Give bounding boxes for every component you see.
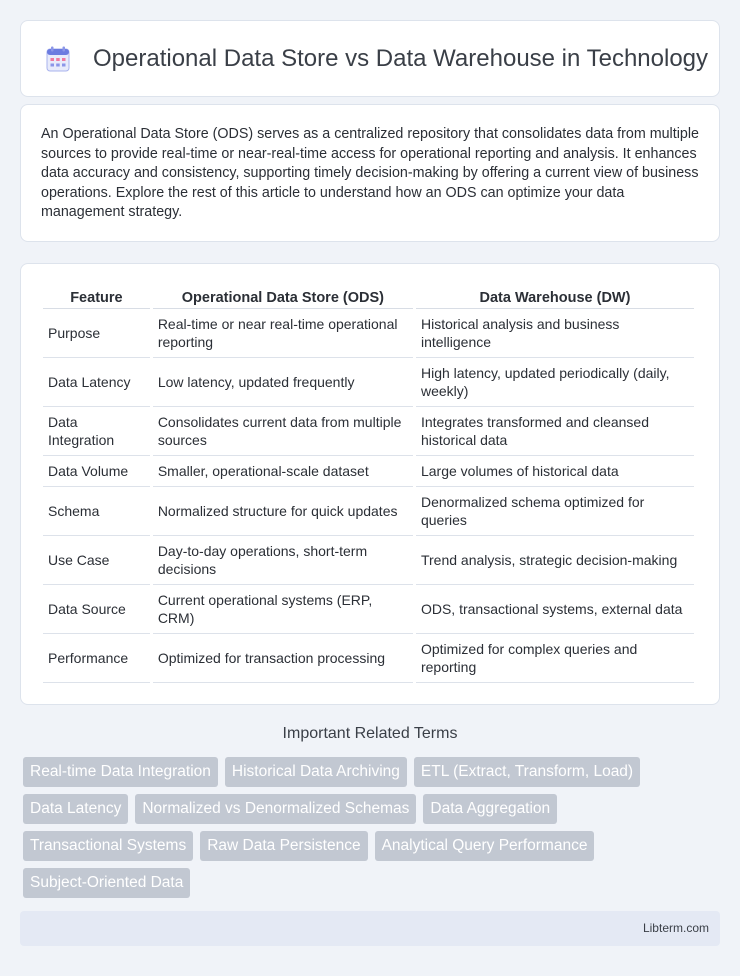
- table-row: [43, 309, 694, 358]
- cell-feature: Data Source: [43, 585, 150, 634]
- cell-dw: High latency, updated periodically (daily, weekly): [416, 358, 694, 407]
- cell-ods: Normalized structure for quick updates: [153, 487, 413, 536]
- cell-dw: Historical analysis and business intelligence: [416, 309, 694, 358]
- cell-feature: Data Integration: [43, 407, 150, 456]
- related-term-tag[interactable]: ETL (Extract, Transform, Load): [414, 757, 640, 787]
- intro-paragraph: An Operational Data Store (ODS) serves as a centralized repository that consolidates data from multiple sources to provide real-time or near-real-time access for operational reporting and analysis. It enhances data accuracy and consistency, supporting timely decision-making by offering a current view of business operations. Explore the rest of this article to understand how an ODS can optimize your data management strategy.: [41, 126, 699, 221]
- table-row: [43, 634, 694, 683]
- footer: [20, 911, 720, 946]
- table-header-row: [43, 284, 694, 309]
- cell-ods: Smaller, operational-scale dataset: [153, 456, 413, 487]
- cell-dw: Optimized for complex queries and reporting: [416, 634, 694, 683]
- header-feature: Feature: [43, 284, 150, 309]
- table-row: [43, 487, 694, 536]
- header-ods: Operational Data Store (ODS): [153, 284, 413, 309]
- related-term-tag[interactable]: Transactional Systems: [23, 831, 193, 861]
- calendar-grid-icon: [45, 46, 71, 72]
- related-term-tag[interactable]: Data Latency: [23, 794, 128, 824]
- table-row: [43, 407, 694, 456]
- related-term-tag[interactable]: Historical Data Archiving: [225, 757, 407, 787]
- cell-ods: Optimized for transaction processing: [153, 634, 413, 683]
- cell-feature: Performance: [43, 634, 150, 683]
- related-term-tag[interactable]: Raw Data Persistence: [200, 831, 367, 861]
- cell-ods: Day-to-day operations, short-term decisions: [153, 536, 413, 585]
- intro-card: [20, 104, 720, 242]
- table-row: [43, 536, 694, 585]
- table-row: [43, 585, 694, 634]
- cell-ods: Consolidates current data from multiple sources: [153, 407, 413, 456]
- related-terms-title: Important Related Terms: [282, 725, 458, 742]
- header-card: [20, 20, 720, 97]
- related-terms-list: [23, 757, 723, 898]
- cell-feature: Data Volume: [43, 456, 150, 487]
- cell-dw: Integrates transformed and cleansed historical data: [416, 407, 694, 456]
- header-dw: Data Warehouse (DW): [416, 284, 694, 309]
- table-row: [43, 456, 694, 487]
- comparison-table: [40, 284, 697, 683]
- page-title: Operational Data Store vs Data Warehouse in Technology: [93, 44, 709, 72]
- cell-ods: Real-time or near real-time operational reporting: [153, 309, 413, 358]
- related-term-tag[interactable]: Subject-Oriented Data: [23, 868, 190, 898]
- related-term-tag[interactable]: Data Aggregation: [423, 794, 557, 824]
- cell-dw: Trend analysis, strategic decision-making: [416, 536, 694, 585]
- cell-dw: Denormalized schema optimized for queries: [416, 487, 694, 536]
- cell-feature: Schema: [43, 487, 150, 536]
- related-term-tag[interactable]: Normalized vs Denormalized Schemas: [135, 794, 416, 824]
- cell-ods: Low latency, updated frequently: [153, 358, 413, 407]
- table-row: [43, 358, 694, 407]
- related-term-tag[interactable]: Real-time Data Integration: [23, 757, 218, 787]
- footer-site-link[interactable]: Libterm.com: [642, 921, 709, 935]
- related-term-tag[interactable]: Analytical Query Performance: [375, 831, 595, 861]
- cell-feature: Data Latency: [43, 358, 150, 407]
- cell-ods: Current operational systems (ERP, CRM): [153, 585, 413, 634]
- comparison-card: [20, 263, 720, 705]
- cell-feature: Purpose: [43, 309, 150, 358]
- cell-feature: Use Case: [43, 536, 150, 585]
- cell-dw: ODS, transactional systems, external data: [416, 585, 694, 634]
- cell-dw: Large volumes of historical data: [416, 456, 694, 487]
